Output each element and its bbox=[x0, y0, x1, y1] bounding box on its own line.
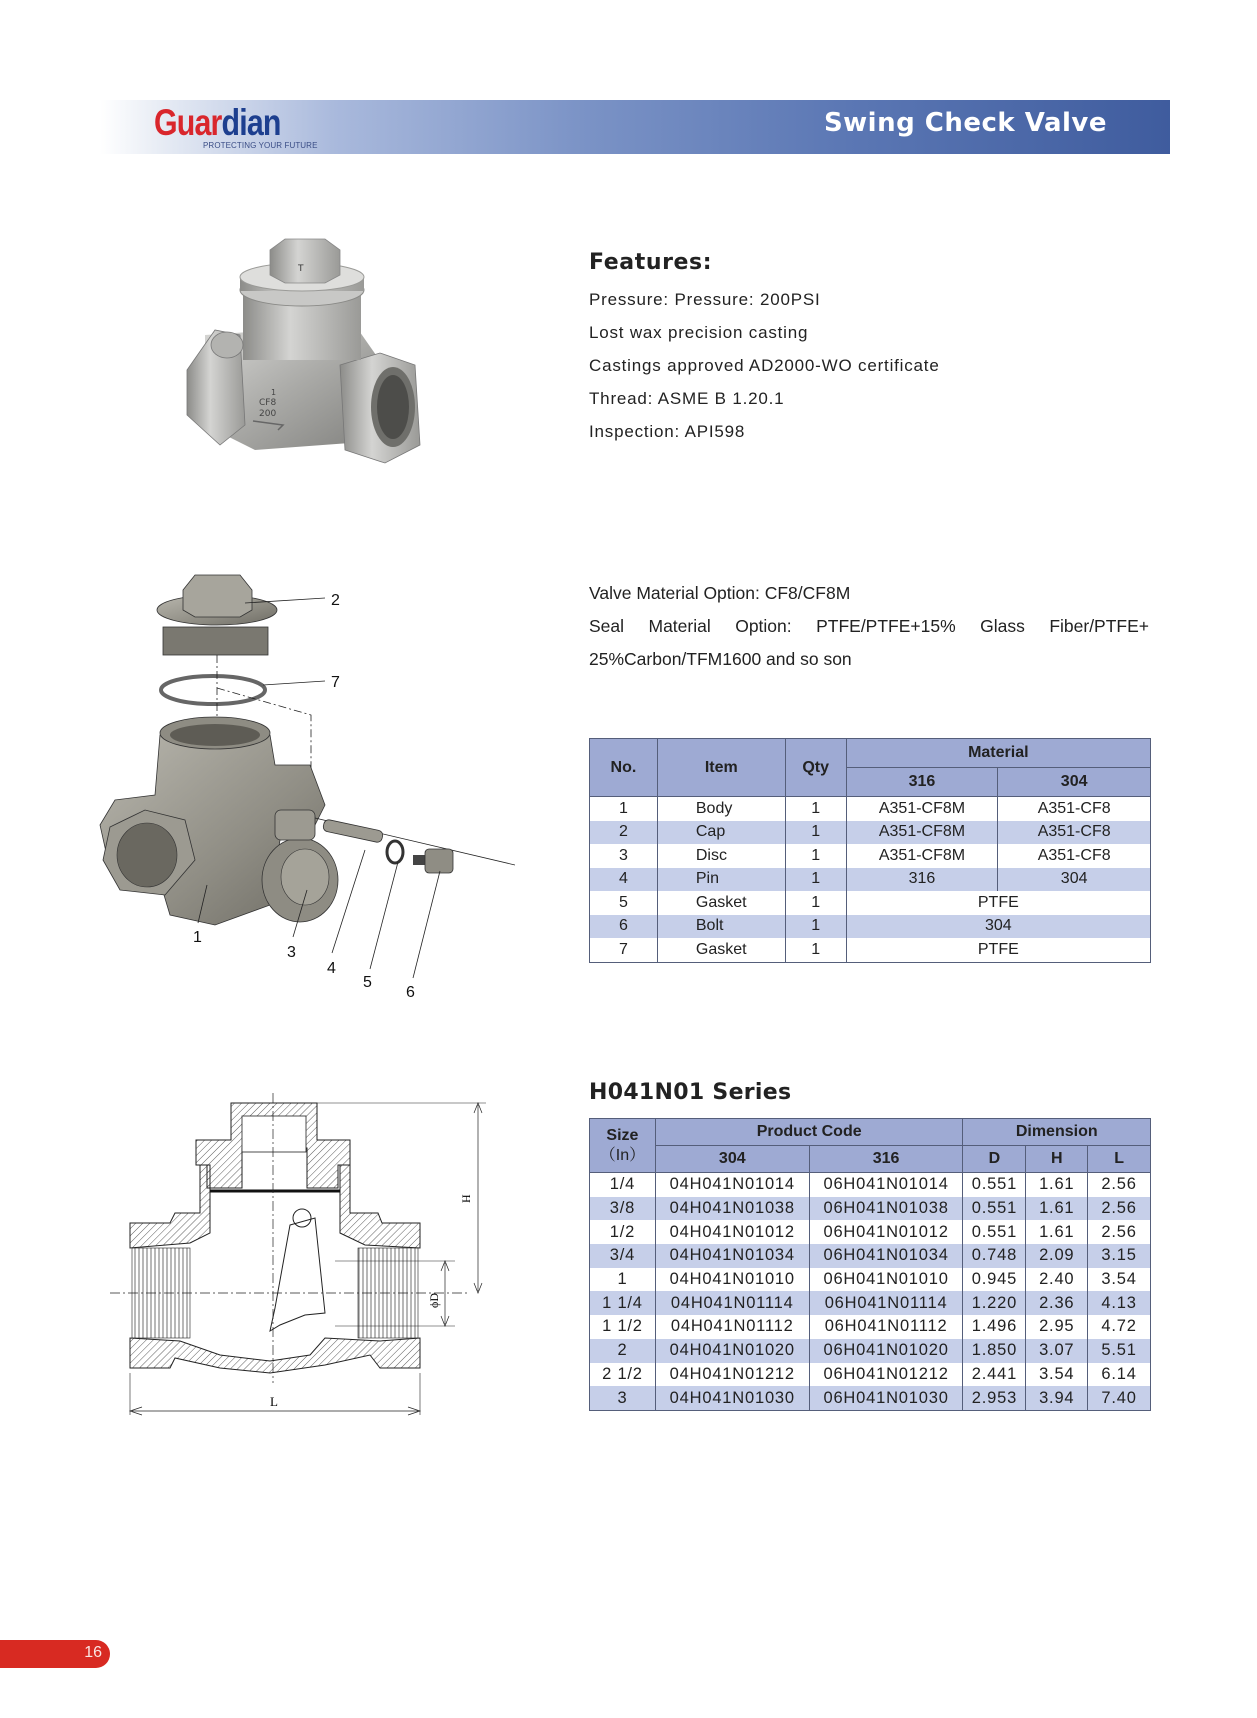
seal-material-option-cont: 25%Carbon/TFM1600 and so son bbox=[589, 649, 852, 669]
header-size bbox=[590, 1119, 656, 1173]
cell-316: A351-CF8M bbox=[846, 844, 998, 868]
cell-qty: 1 bbox=[785, 797, 846, 821]
exploded-view-diagram bbox=[95, 565, 515, 1010]
cell-h: 3.54 bbox=[1026, 1363, 1088, 1387]
cell-no: 7 bbox=[590, 938, 658, 962]
cap-part bbox=[157, 575, 277, 655]
table-row bbox=[590, 1386, 1151, 1410]
cell-c316: 06H041N01010 bbox=[809, 1268, 963, 1292]
cell-c304: 04H041N01034 bbox=[655, 1244, 809, 1268]
cell-qty: 1 bbox=[785, 915, 846, 939]
page-number-tab bbox=[0, 1640, 110, 1668]
cell-qty: 1 bbox=[785, 891, 846, 915]
series-title: H041N01 Series bbox=[589, 1080, 792, 1105]
cell-size: 3/4 bbox=[590, 1244, 656, 1268]
cell-c304: 04H041N01030 bbox=[655, 1386, 809, 1410]
cell-l: 2.56 bbox=[1088, 1173, 1151, 1197]
cell-material: 304 bbox=[846, 915, 1150, 939]
cell-h: 2.36 bbox=[1026, 1291, 1088, 1315]
header-304: 304 bbox=[998, 768, 1151, 797]
cell-304: 304 bbox=[998, 868, 1151, 892]
cell-item: Body bbox=[657, 797, 785, 821]
feature-item: Pressure: Pressure: 200PSI bbox=[589, 290, 821, 309]
table-row bbox=[590, 821, 1151, 845]
cell-item: Disc bbox=[657, 844, 785, 868]
cell-l: 4.13 bbox=[1088, 1291, 1151, 1315]
callout-3: 3 bbox=[287, 944, 296, 961]
cell-size: 3 bbox=[590, 1386, 656, 1410]
cell-c316: 06H041N01020 bbox=[809, 1339, 963, 1363]
cell-c304: 04H041N01010 bbox=[655, 1268, 809, 1292]
washer-part bbox=[387, 841, 403, 863]
cell-c316: 06H041N01014 bbox=[809, 1173, 963, 1197]
cell-c316: 06H041N01114 bbox=[809, 1291, 963, 1315]
table-row bbox=[590, 915, 1151, 939]
cell-c304: 04H041N01012 bbox=[655, 1220, 809, 1244]
cell-h: 2.40 bbox=[1026, 1268, 1088, 1292]
header-product-code: Product Code bbox=[655, 1119, 963, 1146]
cell-d: 1.496 bbox=[963, 1315, 1026, 1339]
dimension-d-label: ϕD bbox=[427, 1293, 441, 1308]
cell-c316: 06H041N01038 bbox=[809, 1197, 963, 1221]
cell-item: Bolt bbox=[657, 915, 785, 939]
cell-size: 3/8 bbox=[590, 1197, 656, 1221]
cell-l: 2.56 bbox=[1088, 1220, 1151, 1244]
series-table bbox=[589, 1118, 1151, 1411]
callout-6: 6 bbox=[406, 984, 415, 1001]
cell-item: Gasket bbox=[657, 891, 785, 915]
table-row bbox=[590, 1197, 1151, 1221]
cell-l: 6.14 bbox=[1088, 1363, 1151, 1387]
cell-d: 0.945 bbox=[963, 1268, 1026, 1292]
cell-h: 2.95 bbox=[1026, 1315, 1088, 1339]
table-row bbox=[590, 1339, 1151, 1363]
cell-material: PTFE bbox=[846, 891, 1150, 915]
cell-qty: 1 bbox=[785, 868, 846, 892]
cell-d: 0.748 bbox=[963, 1244, 1026, 1268]
feature-item: Thread: ASME B 1.20.1 bbox=[589, 389, 785, 408]
cell-h: 1.61 bbox=[1026, 1220, 1088, 1244]
cell-l: 3.54 bbox=[1088, 1268, 1151, 1292]
cell-c304: 04H041N01014 bbox=[655, 1173, 809, 1197]
header-h: H bbox=[1026, 1146, 1088, 1173]
cell-c304: 04H041N01114 bbox=[655, 1291, 809, 1315]
table-row bbox=[590, 1315, 1151, 1339]
pin-part bbox=[322, 819, 383, 843]
cell-c304: 04H041N01038 bbox=[655, 1197, 809, 1221]
table-row bbox=[590, 1173, 1151, 1197]
cell-h: 1.61 bbox=[1026, 1173, 1088, 1197]
callout-2: 2 bbox=[331, 592, 340, 609]
section-drawing bbox=[110, 1093, 500, 1418]
header-size-unit: （In） bbox=[599, 1146, 646, 1164]
logo-text-blue: dian bbox=[221, 102, 281, 143]
table-row bbox=[590, 844, 1151, 868]
cell-d: 1.220 bbox=[963, 1291, 1026, 1315]
cell-no: 6 bbox=[590, 915, 658, 939]
product-photo bbox=[175, 235, 435, 475]
photo-marking-200: 200 bbox=[259, 409, 277, 419]
cell-item: Pin bbox=[657, 868, 785, 892]
cell-no: 3 bbox=[590, 844, 658, 868]
page-title: Swing Check Valve bbox=[823, 108, 1107, 138]
cell-l: 4.72 bbox=[1088, 1315, 1151, 1339]
cell-d: 0.551 bbox=[963, 1220, 1026, 1244]
callout-4: 4 bbox=[327, 960, 336, 977]
table-row bbox=[590, 1291, 1151, 1315]
cell-no: 5 bbox=[590, 891, 658, 915]
table-row bbox=[590, 1268, 1151, 1292]
photo-marking-1: 1 bbox=[271, 388, 277, 397]
cell-no: 2 bbox=[590, 821, 658, 845]
cell-no: 4 bbox=[590, 868, 658, 892]
logo-text-red: Guar bbox=[154, 102, 222, 143]
cell-l: 2.56 bbox=[1088, 1197, 1151, 1221]
seal-material-option: Seal Material Option: PTFE/PTFE+15% Glass Fiber/PTFE+ bbox=[589, 616, 1149, 636]
cell-c316: 06H041N01034 bbox=[809, 1244, 963, 1268]
feature-item: Inspection: API598 bbox=[589, 422, 746, 441]
cell-304: A351-CF8 bbox=[998, 797, 1151, 821]
features-heading: Features: bbox=[589, 250, 713, 275]
table-row bbox=[590, 938, 1151, 962]
header-no: No. bbox=[590, 739, 658, 797]
photo-marking-t: T bbox=[298, 264, 304, 274]
photo-marking-cf8: CF8 bbox=[259, 398, 277, 408]
header-material: Material bbox=[846, 739, 1150, 768]
header-l: L bbox=[1088, 1146, 1151, 1173]
header-d: D bbox=[963, 1146, 1026, 1173]
cell-d: 2.441 bbox=[963, 1363, 1026, 1387]
cell-item: Gasket bbox=[657, 938, 785, 962]
dimension-h-label: H bbox=[459, 1194, 473, 1203]
cell-size: 1 1/2 bbox=[590, 1315, 656, 1339]
cell-l: 5.51 bbox=[1088, 1339, 1151, 1363]
table-row bbox=[590, 891, 1151, 915]
cell-size: 2 bbox=[590, 1339, 656, 1363]
cell-d: 2.953 bbox=[963, 1386, 1026, 1410]
feature-item: Castings approved AD2000-WO certificate bbox=[589, 356, 940, 375]
valve-material-option: Valve Material Option: CF8/CF8M bbox=[589, 583, 851, 603]
bolt-part bbox=[413, 849, 453, 873]
callout-5: 5 bbox=[363, 974, 372, 991]
cell-316: 316 bbox=[846, 868, 998, 892]
header-size-label: Size bbox=[606, 1126, 639, 1144]
cell-l: 7.40 bbox=[1088, 1386, 1151, 1410]
cell-no: 1 bbox=[590, 797, 658, 821]
gasket-part bbox=[161, 676, 265, 704]
cell-h: 3.07 bbox=[1026, 1339, 1088, 1363]
cell-qty: 1 bbox=[785, 821, 846, 845]
header-item: Item bbox=[657, 739, 785, 797]
header-qty: Qty bbox=[785, 739, 846, 797]
cell-c316: 06H041N01112 bbox=[809, 1315, 963, 1339]
cell-size: 1 bbox=[590, 1268, 656, 1292]
header-dimension: Dimension bbox=[963, 1119, 1151, 1146]
cell-d: 1.850 bbox=[963, 1339, 1026, 1363]
header-316: 316 bbox=[846, 768, 998, 797]
cell-qty: 1 bbox=[785, 844, 846, 868]
cell-h: 2.09 bbox=[1026, 1244, 1088, 1268]
table-row bbox=[590, 1244, 1151, 1268]
parts-table bbox=[589, 738, 1151, 963]
guardian-logo bbox=[154, 103, 281, 143]
table-row bbox=[590, 868, 1151, 892]
feature-item: Lost wax precision casting bbox=[589, 323, 809, 342]
cell-size: 1/2 bbox=[590, 1220, 656, 1244]
table-row bbox=[590, 1220, 1151, 1244]
cell-material: PTFE bbox=[846, 938, 1150, 962]
table-row bbox=[590, 797, 1151, 821]
table-row bbox=[590, 1363, 1151, 1387]
cell-c304: 04H041N01020 bbox=[655, 1339, 809, 1363]
cell-d: 0.551 bbox=[963, 1173, 1026, 1197]
cell-size: 2 1/2 bbox=[590, 1363, 656, 1387]
cell-304: A351-CF8 bbox=[998, 821, 1151, 845]
cell-qty: 1 bbox=[785, 938, 846, 962]
cell-c304: 04H041N01212 bbox=[655, 1363, 809, 1387]
cell-size: 1/4 bbox=[590, 1173, 656, 1197]
cell-d: 0.551 bbox=[963, 1197, 1026, 1221]
cell-c316: 06H041N01030 bbox=[809, 1386, 963, 1410]
dimension-l-label: L bbox=[270, 1394, 278, 1409]
cell-304: A351-CF8 bbox=[998, 844, 1151, 868]
cell-316: A351-CF8M bbox=[846, 821, 998, 845]
header-304: 304 bbox=[655, 1146, 809, 1173]
cell-l: 3.15 bbox=[1088, 1244, 1151, 1268]
cell-item: Cap bbox=[657, 821, 785, 845]
cell-h: 3.94 bbox=[1026, 1386, 1088, 1410]
page-number: 16 bbox=[84, 1644, 102, 1661]
cell-size: 1 1/4 bbox=[590, 1291, 656, 1315]
cell-h: 1.61 bbox=[1026, 1197, 1088, 1221]
cell-316: A351-CF8M bbox=[846, 797, 998, 821]
callout-7: 7 bbox=[331, 674, 340, 691]
logo-tagline: PROTECTING YOUR FUTURE bbox=[203, 141, 318, 150]
cell-c316: 06H041N01012 bbox=[809, 1220, 963, 1244]
callout-1: 1 bbox=[193, 929, 202, 946]
cell-c316: 06H041N01212 bbox=[809, 1363, 963, 1387]
header-316: 316 bbox=[809, 1146, 963, 1173]
cell-c304: 04H041N01112 bbox=[655, 1315, 809, 1339]
